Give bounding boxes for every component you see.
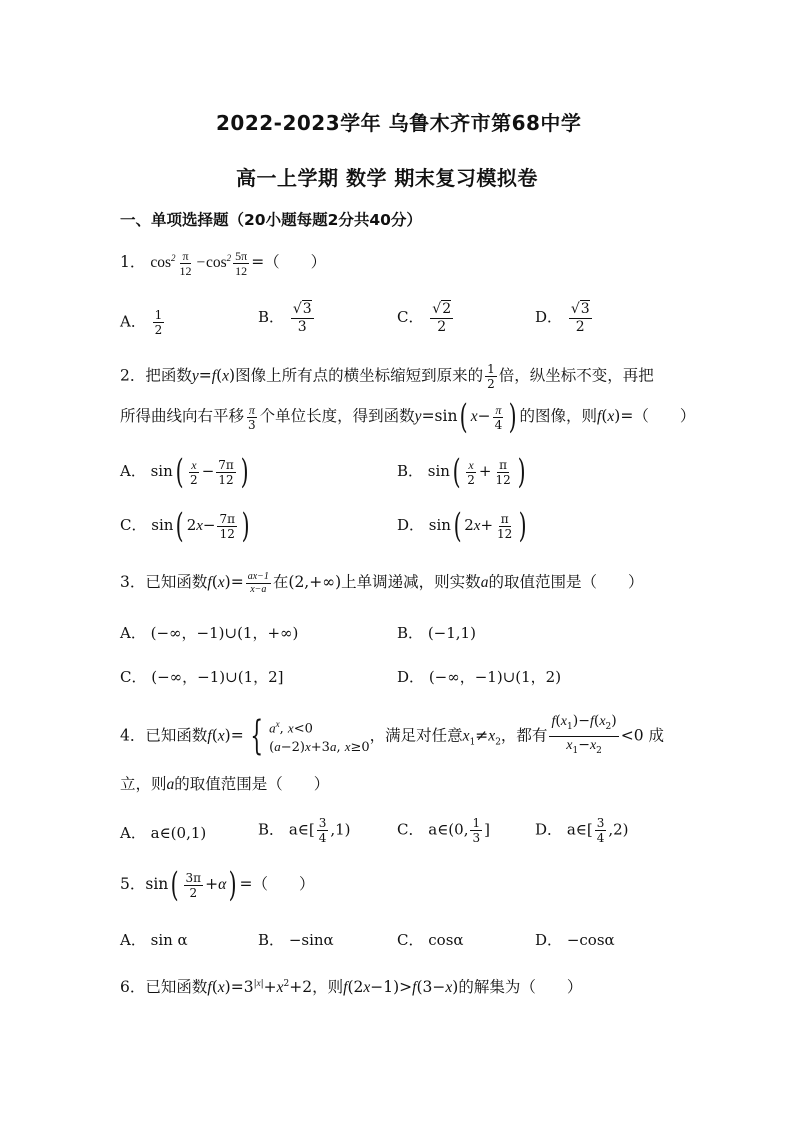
- q4-option-a: A． a∈(0,1): [120, 824, 207, 842]
- question-2-line2: 所得曲线向右平移 $\frac{\pi}{3}$ 个单位长度，得到函数y=sin( x− $\frac{\pi}{4}$ ) 的图像，则f(x)=（ ）: [120, 397, 696, 437]
- q5-option-b: B． −sinα: [258, 931, 334, 949]
- question-number: 5．: [120, 875, 146, 893]
- question-number: 3．: [120, 573, 146, 591]
- q3-option-a: A． (−∞，−1)∪(1，+∞): [120, 624, 299, 642]
- question-4-line2: 立，则a的取值范围是（ ）: [120, 775, 330, 793]
- q4-option-b: B． a∈[ $\frac{3}{4}$ ,1): [258, 816, 351, 845]
- q5-option-a: A． sin α: [120, 931, 188, 949]
- question-number: 6．: [120, 978, 146, 996]
- question-6: 6．已知函数$f(x)=3^{|x|}+x^2+2$，则f(2x−1)>f(3−x)的解集为（ ）: [120, 977, 583, 996]
- q2-option-d: D． sin( 2x+ $\frac{\pi}{12}$ ): [397, 506, 527, 546]
- q2-option-a: A． sin( $\frac{x}{2}$ − $\frac{7\pi}{12}$ ): [120, 452, 249, 492]
- q3-option-c: C． (−∞，−1)∪(1，2]: [120, 668, 284, 686]
- q3-option-d: D． (−∞，−1)∪(1，2): [397, 668, 562, 686]
- question-number: 2．: [120, 366, 146, 385]
- q1-option-a: A． $\frac{1}{2}$: [120, 308, 163, 337]
- q5-option-d: D． −cosα: [535, 931, 615, 949]
- question-1: [120, 249, 326, 278]
- exam-title-line1: 2022-2023学年 乌鲁木齐市第68中学: [216, 111, 582, 135]
- q1-option-c: C． $\frac{√2}{2}$: [397, 301, 452, 335]
- q5-option-c: C． cosα: [397, 931, 464, 949]
- q4-option-c: C． a∈(0, $\frac{1}{3}$ ]: [397, 816, 490, 845]
- q1-option-d: D． $\frac{√3}{2}$: [535, 301, 590, 335]
- question-number: 1．: [120, 253, 146, 272]
- question-3: 3．已知函数f(x)= $\frac{ax-1}{x-a}$ 在(2,+∞)上单调递减，则实数a的取值范围是（ ）: [120, 570, 644, 595]
- question-5: 5．sin( $\frac{3\pi}{2}$ +α) =（ ）: [120, 865, 315, 905]
- answer-blank: =（ ）: [251, 253, 327, 272]
- q2-option-c: C． sin( 2x− $\frac{7\pi}{12}$ ): [120, 506, 250, 546]
- q1-option-b: B． $\frac{√3}{3}$: [258, 301, 312, 335]
- q3-option-b: B． (−1,1): [397, 624, 476, 642]
- q2-option-b: B． sin( $\frac{x}{2}$ + $\frac{\pi}{12}$ ): [397, 452, 526, 492]
- section-heading: 一、单项选择题（20小题每题2分共40分）: [120, 211, 422, 229]
- q4-option-d: D． a∈[ $\frac{3}{4}$ ,2): [535, 816, 629, 845]
- q1-expression: $\cos^2$ $\frac{\pi}{12}$ $-\cos^2$ $\frac{5\pi}{12}$: [150, 249, 248, 278]
- exam-title-line2: 高一上学期 数学 期末复习模拟卷: [236, 166, 538, 190]
- question-4-line1: 4．已知函数f(x)= { $a^x$, x<0 (a−2)x+3a, x≥0 ，满足对任意$x_1\ne x_2$，都有 $\frac{f(x_1)-f(x_2)}{x_1-x_2}$ <0 成: [120, 713, 665, 760]
- question-2-line1: 2．把函数y=f(x)图像上所有点的横坐标缩短到原来的 $\frac{1}{2}$ 倍，纵坐标不变，再把: [120, 362, 654, 391]
- question-number: 4．: [120, 726, 146, 745]
